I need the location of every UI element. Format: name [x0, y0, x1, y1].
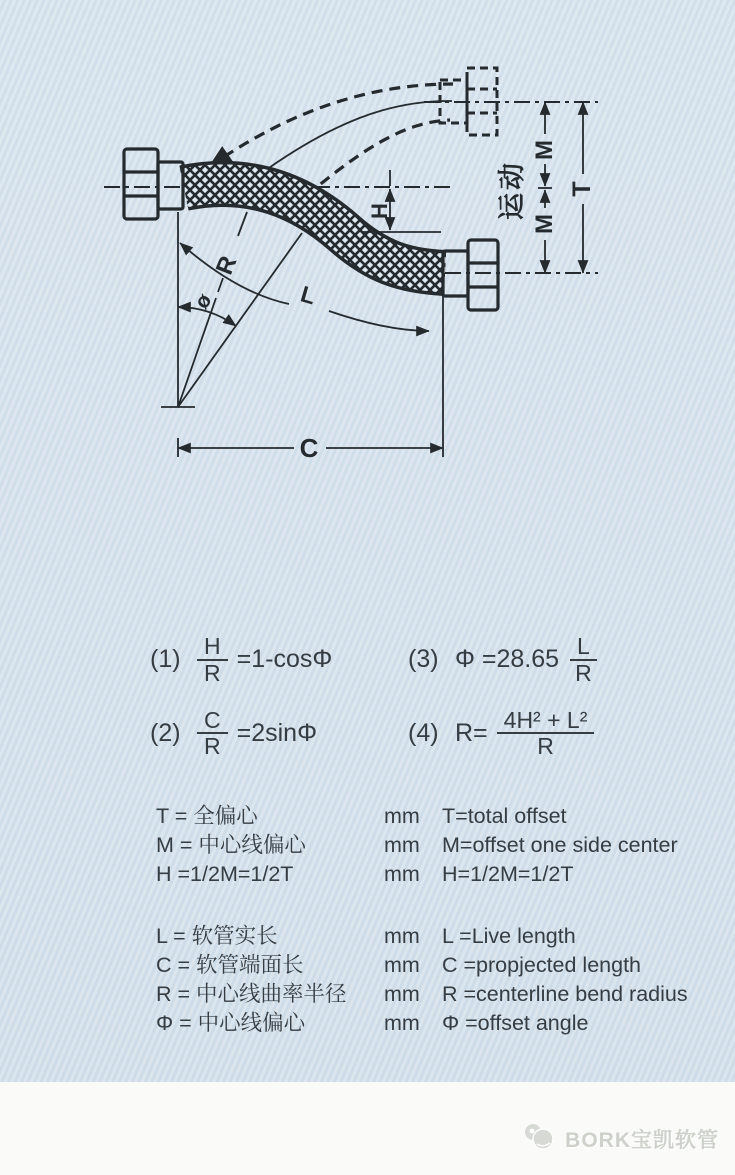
legend-lengths-row3-left: Φ = 中心线偏心 — [156, 1011, 306, 1035]
label-half-offset: H — [367, 203, 392, 219]
formula-1-expression: =1-cosΦ — [236, 645, 333, 674]
label-offset-lower: M — [531, 214, 558, 234]
hose-offset-diagram-svg — [0, 0, 735, 560]
legend-lengths-row3-right: Φ =offset angle — [442, 1011, 589, 1035]
legend-offsets-row0-unit: mm — [384, 804, 420, 828]
formula-4-fraction — [497, 708, 595, 760]
formula-4-expression: R= — [455, 718, 488, 747]
legend-lengths-row0-right: L =Live length — [442, 924, 576, 948]
formula-1-denominator: R — [204, 659, 221, 686]
formula-2-index: (2) — [150, 718, 181, 747]
radius-line-r — [178, 212, 247, 407]
formula-4-index: (4) — [408, 718, 439, 747]
formula-1 — [150, 634, 402, 686]
label-live-length: L — [297, 280, 319, 310]
formula-3-expression: Φ =28.65 — [455, 645, 560, 674]
formula-4 — [408, 708, 625, 760]
formula-2-denominator: R — [204, 733, 221, 760]
formula-2-expression: =2sinΦ — [236, 718, 318, 747]
formula-1-index: (1) — [150, 645, 181, 674]
right-fitting-hex — [468, 240, 498, 310]
left-fitting — [124, 149, 183, 219]
label-offset-angle: ø — [190, 289, 217, 314]
moved-hose-centerline-curve — [252, 101, 452, 180]
legend-offsets-row2-unit: mm — [384, 862, 420, 886]
label-bend-radius: R — [210, 252, 243, 279]
live-length-arc-right — [329, 311, 429, 331]
formula-3-index: (3) — [408, 645, 439, 674]
formula-3-numerator: L — [570, 634, 597, 661]
legend-lengths-row0-unit: mm — [384, 924, 420, 948]
legend-lengths — [156, 922, 688, 1038]
formula-2-fraction — [197, 708, 228, 760]
label-projected-length: C — [299, 433, 319, 463]
right-fitting-hex-lines — [468, 263, 498, 287]
legend-lengths-row1-right: C =propjected length — [442, 953, 642, 977]
footer-strip — [0, 1082, 735, 1175]
formula-3-denominator: R — [575, 659, 592, 686]
brand-text: BORK宝凯软管 — [565, 1129, 719, 1152]
legend-offsets — [156, 802, 678, 889]
legend-offsets-row0-right: T=total offset — [442, 804, 567, 828]
left-fitting-collar — [158, 162, 183, 209]
radius-line-2 — [178, 233, 302, 407]
right-fitting — [443, 240, 498, 310]
legend-offsets-row1-unit: mm — [384, 833, 420, 857]
hose-offset-diagram — [0, 0, 735, 560]
legend-lengths-row0-left: L = 软管实长 — [156, 924, 278, 948]
legend-lengths-row2-unit: mm — [384, 982, 420, 1006]
legend-offsets-row2-right: H=1/2M=1/2T — [442, 862, 574, 886]
label-movement: 运动 — [497, 160, 527, 220]
legend-lengths-row1-unit: mm — [384, 953, 420, 977]
formula-4-numerator: 4H² + L² — [497, 708, 595, 735]
formula-3 — [408, 634, 625, 686]
label-total-offset: T — [568, 181, 596, 197]
legend-offsets-row1-right: M=offset one side center — [442, 833, 678, 857]
legend-lengths-row1-left: C = 软管端面长 — [156, 953, 304, 977]
legend-offsets-row0-left: T = 全偏心 — [156, 804, 258, 828]
formula-2-numerator: C — [197, 708, 228, 735]
legend-lengths-row2-left: R = 中心线曲率半径 — [156, 982, 347, 1006]
formula-1-fraction — [197, 634, 228, 686]
dimension-h — [363, 170, 441, 232]
brand-watermark — [523, 1122, 719, 1156]
left-fitting-hex — [124, 149, 158, 219]
formula-4-denominator: R — [537, 733, 554, 760]
bork-logo-icon — [523, 1122, 557, 1156]
legend-offsets-row2-left: H =1/2M=1/2T — [156, 862, 294, 886]
label-offset-upper: M — [531, 140, 558, 160]
left-fitting-hex-lines — [124, 172, 158, 196]
formula-2 — [150, 708, 402, 760]
formula-block — [150, 634, 625, 759]
formula-3-fraction — [568, 634, 599, 686]
legend-offsets-row1-left: M = 中心线偏心 — [156, 833, 306, 857]
legend-lengths-row3-unit: mm — [384, 1011, 420, 1035]
formula-1-numerator: H — [197, 634, 228, 661]
legend-lengths-row2-right: R =centerline bend radius — [442, 982, 688, 1006]
